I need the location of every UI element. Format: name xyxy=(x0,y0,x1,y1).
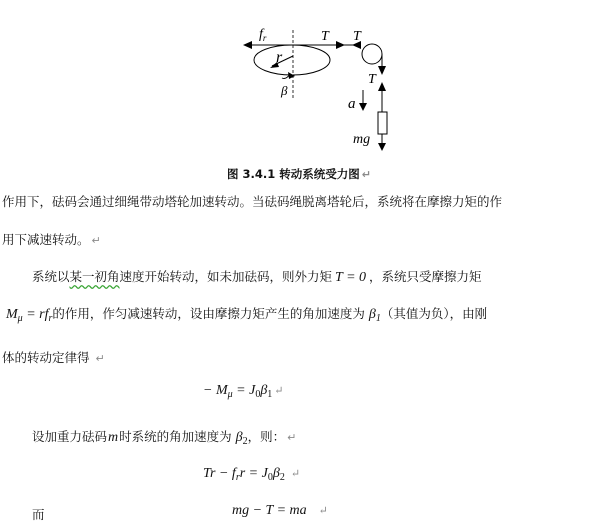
eq1-mu: μ xyxy=(227,389,233,400)
doc-line-5 xyxy=(2,348,105,366)
doc-line-2-text: 用下减速转动。 xyxy=(2,232,90,247)
label-T-down: T xyxy=(368,72,376,87)
figure-caption xyxy=(227,166,371,182)
eq2-part-b: r = J xyxy=(239,466,268,481)
beta-arrow-head xyxy=(288,72,295,79)
equation-2 xyxy=(203,466,300,483)
weight-box xyxy=(378,112,387,134)
mg-arrow-head xyxy=(378,143,386,151)
para2-line2-text: 的作用，作匀减速转动，设由摩擦力矩产生的角加速度为 xyxy=(52,306,365,321)
pulley xyxy=(362,44,382,64)
doc-line-1: 作用下，砝码会通过细绳带动塔轮加速转动。当砝码绳脱离塔轮后，系统将在摩擦力矩的作 xyxy=(2,194,503,209)
label-T-left: T xyxy=(321,29,329,44)
eq2-r-sub: r xyxy=(235,472,240,483)
M-symbol: M xyxy=(6,307,18,322)
equation-1 xyxy=(203,383,284,400)
para2-text-a: 系统以 xyxy=(32,269,70,284)
paragraph-mark: ↵ xyxy=(287,431,297,444)
eq1-part-b: = J xyxy=(232,383,256,398)
fr-arrow-head xyxy=(243,41,252,49)
tower-wheel-ellipse xyxy=(254,45,330,75)
label-T-top: T xyxy=(353,29,361,44)
paragraph-mark: ↵ xyxy=(290,468,301,480)
paragraph-mark: ↵ xyxy=(274,385,284,397)
equation-3 xyxy=(232,503,328,519)
para3-beta: β xyxy=(235,430,243,445)
para3-text-b: 时系统的角加速度为 xyxy=(119,429,232,444)
label-r: r xyxy=(276,49,283,66)
tension-arrow-head-right xyxy=(336,41,345,49)
paragraph-mark: ↵ xyxy=(318,505,328,517)
doc-para3 xyxy=(32,427,296,447)
beta1-subscript: 1 xyxy=(375,313,381,324)
eq1-beta-sub: 1 xyxy=(267,389,273,400)
para3-text-c: ，则： xyxy=(247,429,286,444)
figure-caption-text: 图 3.4.1 转动系统受力图 xyxy=(227,167,360,181)
T-up-arrow-head xyxy=(378,82,386,91)
para2-text-c: ，系统只受摩擦力矩 xyxy=(369,269,482,284)
paragraph-mark: ↵ xyxy=(95,352,105,365)
eq2-beta: β xyxy=(272,466,280,481)
beta1-symbol: β xyxy=(368,307,376,322)
paragraph-mark: ↵ xyxy=(361,168,371,181)
doc-line-2 xyxy=(2,230,101,248)
eq1-J0: 0 xyxy=(255,389,261,400)
para2-wavy-text: 某一初角 xyxy=(69,269,120,284)
para3-m: m xyxy=(108,430,119,445)
mu-subscript: μ xyxy=(17,313,23,324)
eq1-beta: β xyxy=(260,383,268,398)
label-fr: $f_r$ xyxy=(259,27,267,43)
force-diagram xyxy=(0,0,601,160)
doc-para2-line2 xyxy=(6,304,487,324)
T-down-arrow-head xyxy=(378,66,386,75)
eq2-beta-sub: 2 xyxy=(279,472,285,483)
doc-para2-line1 xyxy=(32,267,482,286)
doc-line-5-text: 体的转动定律得 xyxy=(2,350,90,365)
para3-text-a: 设加重力砝码 xyxy=(32,429,108,444)
para2-line2-tail: （其值为负），由刚 xyxy=(380,306,488,321)
para3-beta-sub: 2 xyxy=(242,436,248,447)
label-mg: mg xyxy=(353,132,371,147)
eq2-part-a: Tr − f xyxy=(203,466,236,481)
doc-er: 而 xyxy=(32,507,45,522)
eq1-part-a: − M xyxy=(203,383,228,398)
paragraph-mark: ↵ xyxy=(91,234,101,247)
label-beta: β xyxy=(281,83,288,98)
r-subscript: r xyxy=(48,313,53,324)
eq2-J0: 0 xyxy=(267,472,273,483)
rf-expression: = rf xyxy=(22,307,49,322)
para2-text-b: 速度开始转动，如未加砝码，则外力矩 xyxy=(119,269,333,284)
acceleration-arrow-head xyxy=(359,103,367,111)
para2-equation: T = 0 xyxy=(335,270,367,285)
label-a: a xyxy=(348,96,356,112)
eq3-text: mg − T = ma xyxy=(232,503,307,518)
